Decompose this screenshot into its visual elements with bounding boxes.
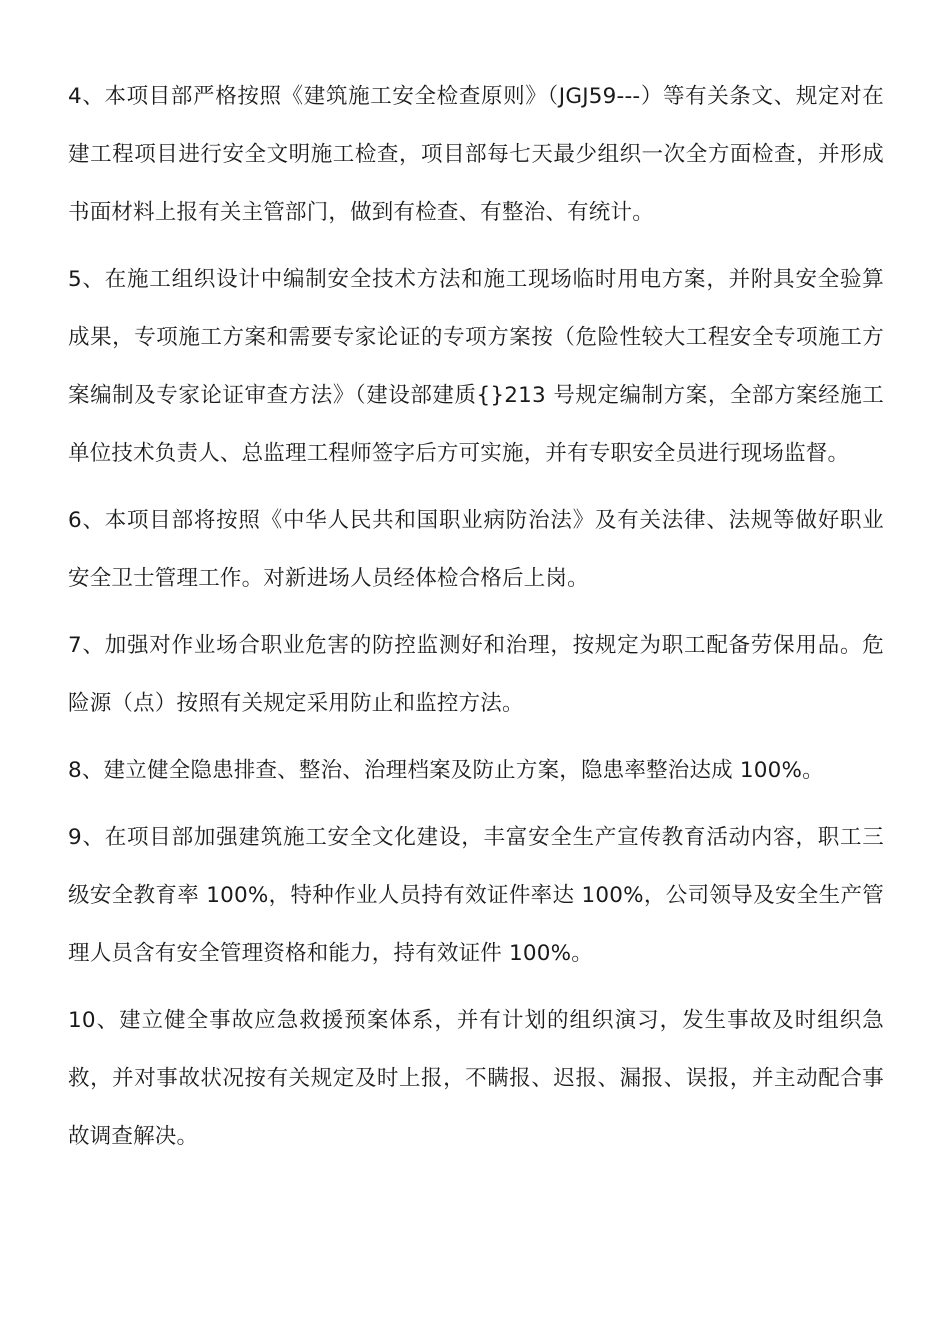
paragraph-item-6: 6、本项目部将按照《中华人民共和国职业病防治法》及有关法律、法规等做好职业安全卫士管理工作。对新进场人员经体检合格后上岗。 xyxy=(68,508,884,591)
document-body xyxy=(68,68,884,1175)
paragraph-item-7: 7、加强对作业场合职业危害的防控监测好和治理，按规定为职工配备劳保用品。危险源（点）按照有关规定采用防止和监控方法。 xyxy=(68,633,884,716)
paragraph-item-5: 5、在施工组织设计中编制安全技术方法和施工现场临时用电方案，并附具安全验算成果，专项施工方案和需要专家论证的专项方案按（危险性较大工程安全专项施工方案编制及专家论证审查方法》（建设部建质{}213 号规定编制方案，全部方案经施工单位技术负责人、总监理工程师签字后方可实施，并有专职安全员进行现场监督。 xyxy=(68,267,884,466)
paragraph-item-4: 4、本项目部严格按照《建筑施工安全检查原则》（JGJ59---）等有关条文、规定对在建工程项目进行安全文明施工检查，项目部每七天最少组织一次全方面检查，并形成书面材料上报有关主管部门，做到有检查、有整治、有统计。 xyxy=(68,84,884,225)
paragraph-item-9: 9、在项目部加强建筑施工安全文化建设，丰富安全生产宣传教育活动内容，职工三级安全教育率 100%，特种作业人员持有效证件率达 100%，公司领导及安全生产管理人员含有安全管理资格和能力，持有效证件 100%。 xyxy=(68,825,884,966)
paragraph-item-10: 10、建立健全事故应急救援预案体系，并有计划的组织演习，发生事故及时组织急救，并对事故状况按有关规定及时上报，不瞒报、迟报、漏报、误报，并主动配合事故调查解决。 xyxy=(68,1008,884,1149)
paragraph-item-8: 8、建立健全隐患排查、整治、治理档案及防止方案，隐患率整治达成 100%。 xyxy=(68,758,824,783)
